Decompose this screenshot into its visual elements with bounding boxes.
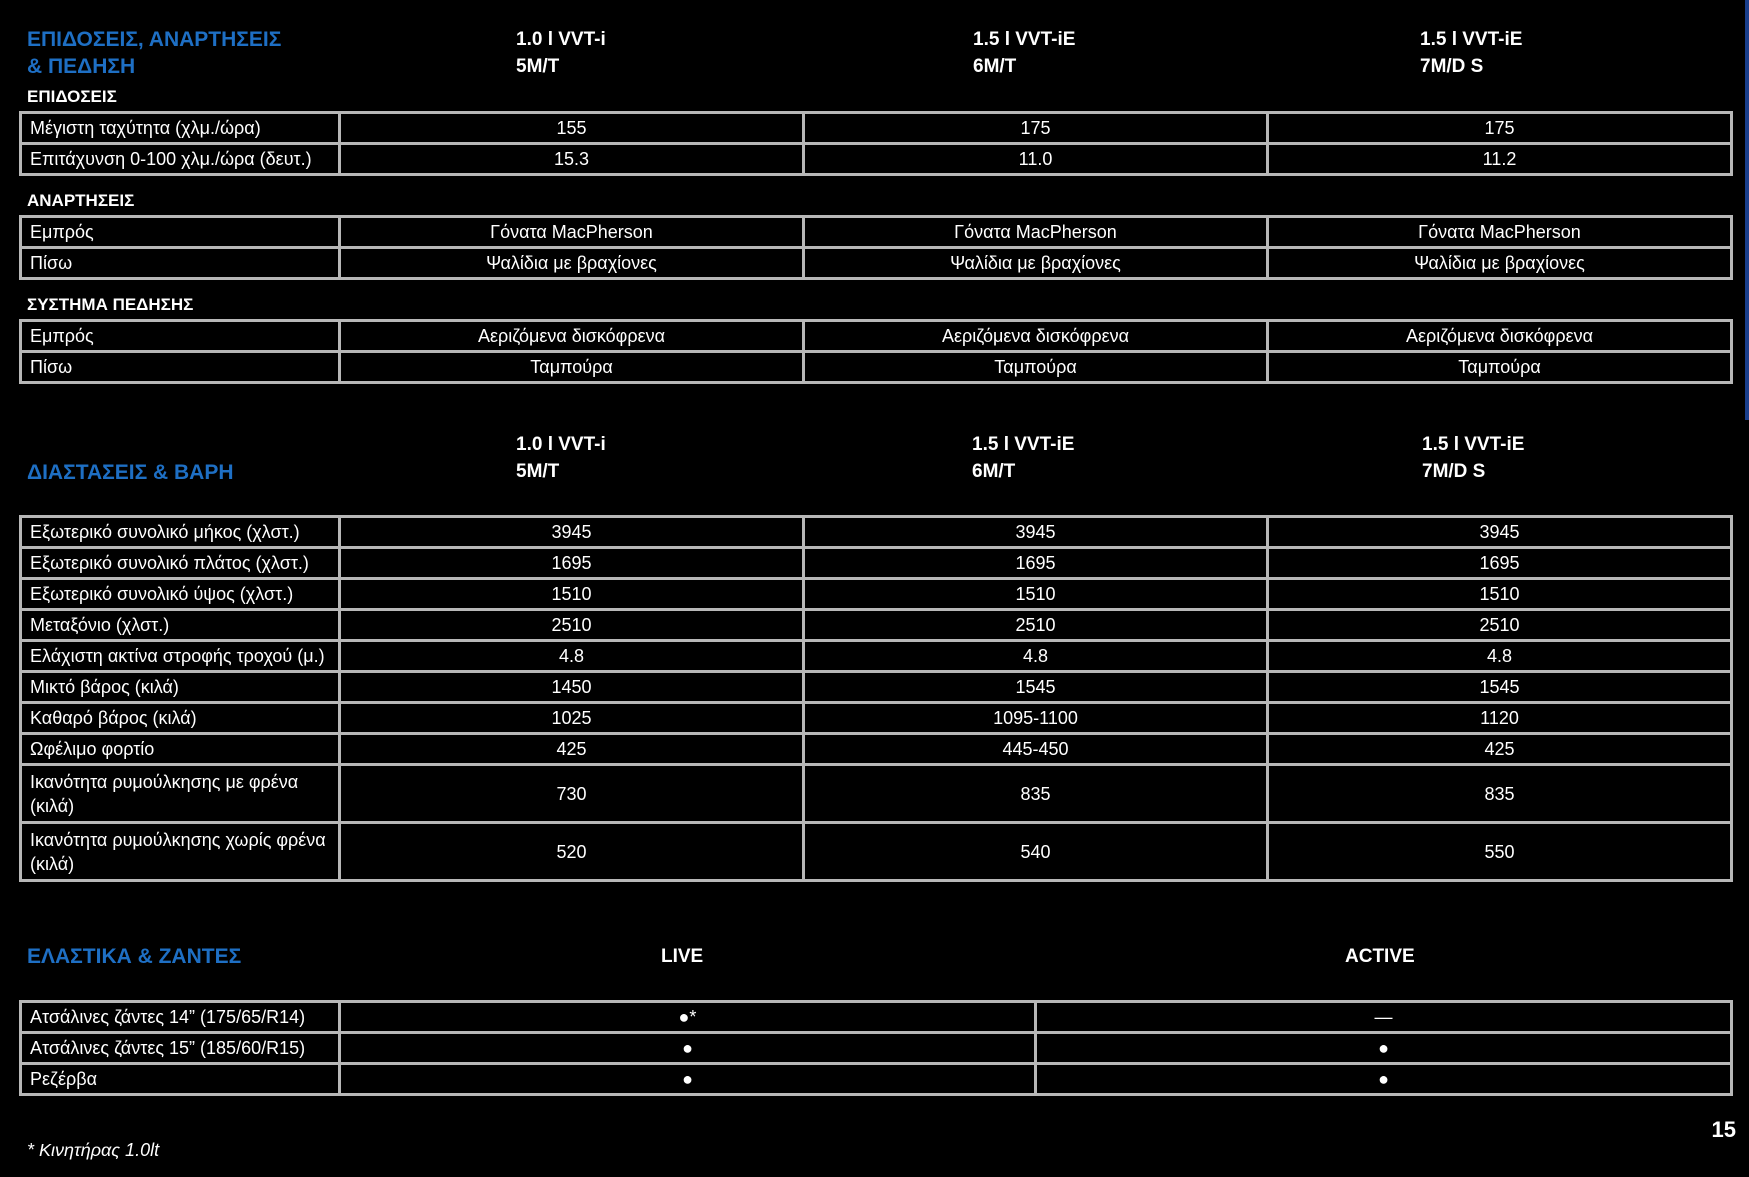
table-row	[21, 321, 1732, 352]
row-label: Ωφέλιμο φορτίο	[21, 734, 340, 765]
cell: 1025	[340, 703, 804, 734]
row-label: Ατσάλινες ζάντες 15” (185/60/R15)	[21, 1033, 340, 1064]
edge-accent	[1745, 0, 1749, 420]
row-label: Ρεζέρβα	[21, 1064, 340, 1095]
table-row	[21, 217, 1732, 248]
cell: Αεριζόμενα δισκόφρενα	[1268, 321, 1732, 352]
table-row	[21, 517, 1732, 548]
performance-col-3-header	[1420, 26, 1522, 80]
suspension-table	[19, 215, 1733, 280]
table-row	[21, 248, 1732, 279]
col-header-line2: 6M/T	[972, 461, 1016, 482]
row-label: Εξωτερικό συνολικό ύψος (χλστ.)	[21, 579, 340, 610]
table-row	[21, 734, 1732, 765]
cell: 1510	[340, 579, 804, 610]
row-label: Ικανότητα ρυμούλκησης χωρίς φρένα (κιλά)	[21, 823, 340, 881]
dimensions-col-3-header	[1422, 431, 1524, 485]
row-label: Ικανότητα ρυμούλκησης με φρένα (κιλά)	[21, 765, 340, 823]
col-header-line1: 1.5 l VVT-iE	[1420, 29, 1523, 50]
cell: 3945	[340, 517, 804, 548]
dimensions-col-2-header	[972, 431, 1074, 485]
cell: ●*	[340, 1002, 1036, 1033]
cell: 1545	[1268, 672, 1732, 703]
row-label: Επιτάχυνση 0-100 χλμ./ώρα (δευτ.)	[21, 144, 340, 175]
cell: 1545	[804, 672, 1268, 703]
cell: 175	[1268, 113, 1732, 144]
cell: 4.8	[1268, 641, 1732, 672]
table-row	[21, 765, 1732, 823]
col-header-line1: 1.5 l VVT-iE	[972, 434, 1075, 455]
cell: 155	[340, 113, 804, 144]
cell: Αεριζόμενα δισκόφρενα	[804, 321, 1268, 352]
cell: 550	[1268, 823, 1732, 881]
performance-col-1-header	[516, 26, 606, 80]
table-row	[21, 823, 1732, 881]
col-header-line2: 7M/D S	[1420, 56, 1484, 77]
cell: 520	[340, 823, 804, 881]
table-row	[21, 144, 1732, 175]
cell: ●	[340, 1064, 1036, 1095]
tyres-col-active-header: ACTIVE	[1345, 946, 1415, 967]
cell: 4.8	[340, 641, 804, 672]
tyres-table	[19, 1000, 1733, 1096]
cell: ●	[1036, 1033, 1732, 1064]
dimensions-title: ΔΙΑΣΤΑΣΕΙΣ & ΒΑΡΗ	[27, 461, 234, 484]
cell: Ψαλίδια με βραχίονες	[340, 248, 804, 279]
row-label: Καθαρό βάρος (κιλά)	[21, 703, 340, 734]
col-header-line1: 1.0 l VVT-i	[516, 29, 606, 50]
table-row	[21, 1064, 1732, 1095]
table-row	[21, 703, 1732, 734]
col-header-line1: 1.5 l VVT-iE	[973, 29, 1076, 50]
cell: 1510	[804, 579, 1268, 610]
cell: 425	[1268, 734, 1732, 765]
row-label: Εμπρός	[21, 321, 340, 352]
table-row	[21, 672, 1732, 703]
col-header-line2: 5M/T	[516, 56, 560, 77]
cell: 2510	[340, 610, 804, 641]
footnote: * Κινητήρας 1.0lt	[27, 1140, 160, 1160]
performance-table	[19, 111, 1733, 176]
row-label: Μέγιστη ταχύτητα (χλμ./ώρα)	[21, 113, 340, 144]
cell: 1450	[340, 672, 804, 703]
col-header-line2: 5M/T	[516, 461, 560, 482]
table-row	[21, 113, 1732, 144]
cell: Ταμπούρα	[804, 352, 1268, 383]
cell: ●	[1036, 1064, 1732, 1095]
cell: 3945	[1268, 517, 1732, 548]
cell: Ψαλίδια με βραχίονες	[804, 248, 1268, 279]
cell: 4.8	[804, 641, 1268, 672]
col-header-line2: 6M/T	[973, 56, 1017, 77]
tyres-col-live-header: LIVE	[661, 946, 704, 967]
cell: 11.2	[1268, 144, 1732, 175]
cell: 1695	[340, 548, 804, 579]
cell: Ταμπούρα	[1268, 352, 1732, 383]
cell: 1695	[1268, 548, 1732, 579]
cell: 445-450	[804, 734, 1268, 765]
row-label: Πίσω	[21, 248, 340, 279]
performance-title-line1: ΕΠΙΔΟΣΕΙΣ, ΑΝΑΡΤΗΣΕΙΣ	[27, 28, 282, 51]
table-row	[21, 352, 1732, 383]
cell: 730	[340, 765, 804, 823]
col-header-line1: 1.0 l VVT-i	[516, 434, 606, 455]
group-label-performance: ΕΠΙΔΟΣΕΙΣ	[27, 87, 117, 106]
row-label: Μικτό βάρος (κιλά)	[21, 672, 340, 703]
cell: Γόνατα MacPherson	[340, 217, 804, 248]
cell: 2510	[1268, 610, 1732, 641]
cell: Αεριζόμενα δισκόφρενα	[340, 321, 804, 352]
table-row	[21, 579, 1732, 610]
row-label: Πίσω	[21, 352, 340, 383]
table-row	[21, 641, 1732, 672]
group-label-braking: ΣΥΣΤΗΜΑ ΠΕΔΗΣΗΣ	[27, 295, 194, 314]
cell: 2510	[804, 610, 1268, 641]
row-label: Εξωτερικό συνολικό πλάτος (χλστ.)	[21, 548, 340, 579]
row-label: Ελάχιστη ακτίνα στροφής τροχού (μ.)	[21, 641, 340, 672]
table-row	[21, 1033, 1732, 1064]
cell: Γόνατα MacPherson	[1268, 217, 1732, 248]
cell: —	[1036, 1002, 1732, 1033]
cell: 835	[804, 765, 1268, 823]
col-header-line1: 1.5 l VVT-iE	[1422, 434, 1525, 455]
cell: 3945	[804, 517, 1268, 548]
performance-col-2-header	[973, 26, 1075, 80]
row-label: Εμπρός	[21, 217, 340, 248]
cell: 1120	[1268, 703, 1732, 734]
performance-title-line2: & ΠΕΔΗΣΗ	[27, 55, 136, 78]
row-label: Εξωτερικό συνολικό μήκος (χλστ.)	[21, 517, 340, 548]
cell: 1510	[1268, 579, 1732, 610]
cell: 1095-1100	[804, 703, 1268, 734]
page-number: 15	[1711, 1117, 1736, 1142]
tyres-title: ΕΛΑΣΤΙΚΑ & ΖΑΝΤΕΣ	[27, 945, 242, 968]
cell: 835	[1268, 765, 1732, 823]
cell: 425	[340, 734, 804, 765]
row-label: Ατσάλινες ζάντες 14” (175/65/R14)	[21, 1002, 340, 1033]
table-row	[21, 610, 1732, 641]
cell: Ψαλίδια με βραχίονες	[1268, 248, 1732, 279]
cell: 540	[804, 823, 1268, 881]
braking-table	[19, 319, 1733, 384]
table-row	[21, 548, 1732, 579]
performance-title	[27, 26, 281, 80]
cell: 175	[804, 113, 1268, 144]
row-label: Μεταξόνιο (χλστ.)	[21, 610, 340, 641]
group-label-suspension: ΑΝΑΡΤΗΣΕΙΣ	[27, 191, 135, 210]
dimensions-col-1-header	[516, 431, 606, 485]
cell: 1695	[804, 548, 1268, 579]
table-row	[21, 1002, 1732, 1033]
cell: 15.3	[340, 144, 804, 175]
cell: Ταμπούρα	[340, 352, 804, 383]
cell: Γόνατα MacPherson	[804, 217, 1268, 248]
col-header-line2: 7M/D S	[1422, 461, 1486, 482]
cell: 11.0	[804, 144, 1268, 175]
cell: ●	[340, 1033, 1036, 1064]
dimensions-table	[19, 515, 1733, 882]
